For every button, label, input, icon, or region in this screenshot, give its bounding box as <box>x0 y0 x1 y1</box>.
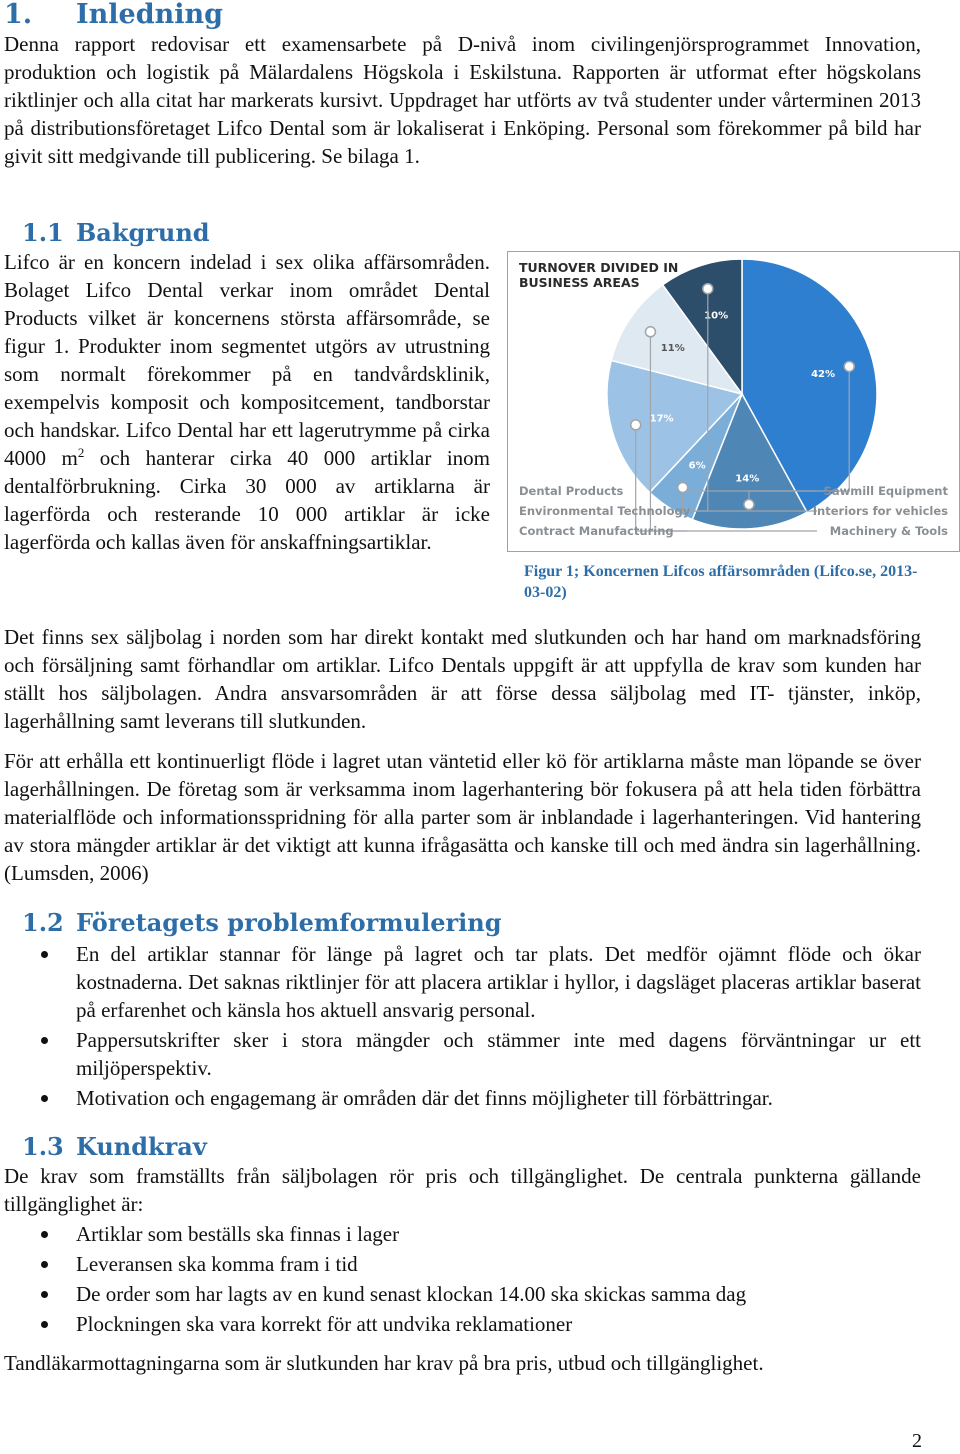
pie-data-label: 6% <box>688 460 706 472</box>
problem-list <box>4 940 921 1112</box>
chart-title-line-1: TURNOVER DIVIDED IN <box>519 260 679 275</box>
legend-label: Dental Products <box>519 484 624 498</box>
kundkrav-paragraph: De krav som framställts från säljbolagen rör pris och tillgänglighet. De centrala punkterna gällande tillgänglighet är: <box>4 1164 921 1216</box>
bullet <box>41 1231 48 1238</box>
list-item-text: En del artiklar stannar för länge på lagret och tar plats. Det medför ojämnt flöde och ökar kostnaderna. Det saknas riktlinjer för att placera artiklar i hyllor, i dagsläget placeras artiklar baserat på erfarenhet och känsla hos aktuell ansvarig personal. <box>76 942 921 1022</box>
background-text-a: Lifco är en koncern indelad i sex olika affärsområden. Bolaget Lifco Dental verkar inom området Dental Products vilket är koncernens största affärsområde, se figur 1. Produkter inom segmentet utgörs av utrustning som normalt förekommer på en tandvårdsklinik, exempelvis komposit och kompositcement, tandborstar och handskar. Lifco Dental har ett lagerutrymme på cirka 4000 m <box>4 250 490 470</box>
section-title: Inledning <box>76 0 223 30</box>
list-item <box>4 940 921 1024</box>
bullet <box>41 1095 48 1102</box>
callout-dot <box>678 482 688 492</box>
list-item-text: Leveransen ska komma fram i tid <box>76 1252 358 1276</box>
superscript-2: 2 <box>77 445 85 460</box>
section-title: Bakgrund <box>76 218 210 247</box>
section-number: 1.2 <box>22 908 64 937</box>
bullet <box>41 1291 48 1298</box>
callout-dot <box>844 361 854 371</box>
lagerhallning-paragraph: För att erhålla ett kontinuerligt flöde i lagret utan väntetid eller kö för artiklarna måste man löpande se över lagerhållningen. De företag som är verksamma inom lagerhantering bör fokusera på att hela tiden förbättra materialflöde och informationsspridning för alla parter som är inblandade i lagerhanteringen. Vid hantering av stora mängder artiklar är det viktigt att kunna ifrågasätta och kanske till och med ändra sin lagerhållning. (Lumsden, 2006) <box>4 749 921 885</box>
bullet <box>41 951 48 958</box>
list-item-text: Pappersutskrifter sker i stora mängder och stämmer inte med dagens förväntningar ur ett miljöperspektiv. <box>76 1028 921 1080</box>
intro-paragraph: Denna rapport redovisar ett examensarbete på D-nivå inom civilingenjörsprogrammet Innovation, produktion och logistik på Mälardalens Högskola i Eskilstuna. Rapporten är utformat efter högskolans riktlinjer och alla citat har markerats kursivt. Uppdraget har utförts av två studenter under vårterminen 2013 på distributionsföretaget Lifco Dental som är lokaliserat i Enköping. Personal som förekommer på bild har givit sitt medgivande till publicering. Se bilaga 1. <box>4 32 921 168</box>
list-item-text: Motivation och engagemang är områden där det finns möjligheter till förbättringar. <box>76 1086 773 1110</box>
slutkund-paragraph: Tandläkarmottagningarna som är slutkunden har krav på bra pris, utbud och tillgänglighet. <box>4 1351 764 1375</box>
section-heading-kundkrav <box>22 1133 207 1161</box>
chart-title-line-2: BUSINESS AREAS <box>519 275 640 290</box>
bullet <box>41 1037 48 1044</box>
legend-right <box>813 484 949 538</box>
bullet <box>41 1261 48 1268</box>
list-item-text: De order som har lagts av en kund senast klockan 14.00 ska skickas samma dag <box>76 1282 747 1306</box>
pie-data-label: 17% <box>649 413 674 425</box>
list-item <box>4 1026 921 1082</box>
callout-dot <box>645 327 655 337</box>
section-title: Kundkrav <box>76 1132 207 1161</box>
section-heading-problemformulering <box>22 909 501 937</box>
background-text-b: och hanterar cirka 40 000 artiklar inom dentalförbrukning. Cirka 30 000 av artiklarna är lagerförda och resterande 10 000 artiklar är icke lagerförda och kallas även för anskaffningsartiklar. <box>4 446 490 554</box>
section-number: 1.3 <box>22 1132 64 1161</box>
legend-label: Contract Manufacturing <box>519 524 674 538</box>
pie-data-label: 14% <box>735 473 760 485</box>
callout-dot <box>744 499 754 509</box>
legend-label: Environmental Technology <box>519 504 691 518</box>
callout-dot <box>703 284 713 294</box>
figure-caption: Figur 1; Koncernen Lifcos affärsområden (Lifco.se, 2013-03-02) <box>524 563 918 601</box>
section-number: 1. <box>4 0 33 30</box>
legend-label: Interiors for vehicles <box>812 504 948 518</box>
saljbolag-paragraph: Det finns sex säljbolag i norden som har direkt kontakt med slutkunden och har hand om marknadsföring och försäljning samt förhandlar om artiklar. Lifco Dentals uppgift är att uppfylla de krav som kunden har ställt hos säljbolagen. Andra ansvarsområden är att förse dessa säljbolag med IT- tjänster, inköp, lagerhållning samt leverans till slutkunden. <box>4 625 921 733</box>
list-item-text: Artiklar som beställs ska finnas i lager <box>76 1222 400 1246</box>
list-item <box>4 1084 921 1112</box>
turnover-pie-chart <box>507 251 960 553</box>
list-item <box>4 1280 921 1308</box>
section-title: Företagets problemformulering <box>76 908 502 937</box>
list-item <box>4 1250 921 1278</box>
background-paragraph <box>4 248 490 556</box>
list-item <box>4 1310 921 1338</box>
list-item <box>4 1220 921 1248</box>
kundkrav-list <box>4 1220 921 1338</box>
bullet <box>41 1321 48 1328</box>
page-number: 2 <box>912 1430 922 1452</box>
pie-data-label: 10% <box>704 310 729 322</box>
section-heading-bakgrund <box>22 219 210 247</box>
legend-label: Machinery & Tools <box>829 524 948 538</box>
pie-data-label: 42% <box>811 369 836 381</box>
callout-dot <box>631 420 641 430</box>
section-heading-inledning <box>4 0 223 30</box>
pie-data-label: 11% <box>660 342 685 354</box>
legend-label: Sawmill Equipment <box>823 484 948 498</box>
section-number: 1.1 <box>22 218 64 247</box>
list-item-text: Plockningen ska vara korrekt för att undvika reklamationer <box>76 1312 573 1336</box>
